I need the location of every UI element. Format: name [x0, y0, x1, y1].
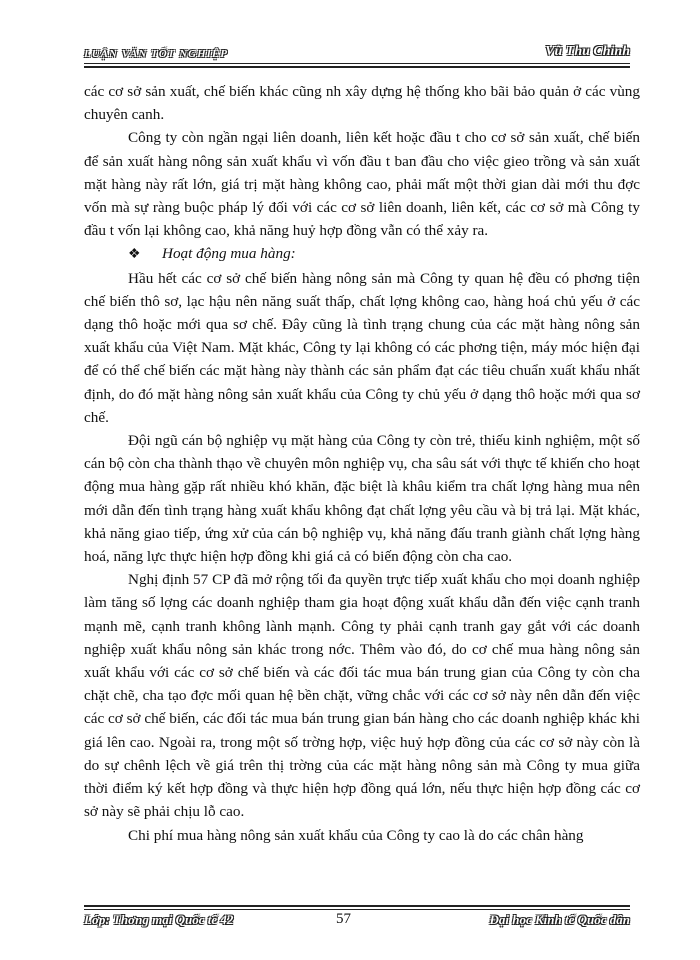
header-thesis-label: LUẬN VĂN TỐT NGHIỆP [84, 48, 228, 60]
footer-university-label: Đại học Kinh tế Quốc dân [489, 912, 630, 927]
paragraph-2: Công ty còn ngần ngại liên doanh, liên kết hoặc đầu t cho cơ sở sản xuất, chế biến để sản xuất hàng nông sản xuất khẩu vì vốn đầu t ban đầu cho việc gieo trồng và sản xuất mặt hàng này rất lớn, giá trị mặt hàng không cao, phải mất một thời gian dài mới thu đợc vốn mà sự ràng buộc pháp lý đối với các cơ sở liên doanh, liên kết, các cơ sở mà Công ty đầu t vốn lại không cao, khả năng huỷ hợp đồng vẫn có thể xảy ra. [84, 129, 640, 240]
header-author-name: Vũ Thu Chinh [545, 44, 630, 59]
document-body [84, 80, 640, 847]
paragraph-5: Nghị định 57 CP đã mở rộng tối đa quyền trực tiếp xuất khẩu cho mọi doanh nghiệp làm tăng số lợng các doanh nghiệp tham gia hoạt động xuất khẩu dẫn đến việc cạnh tranh mạnh mẽ, cạnh tranh không lành mạnh. Công ty phải cạnh tranh gay gắt với các doanh nghiệp xuất khẩu nông sản khác trong nớc. Thêm vào đó, do cơ chế mua hàng nông sản xuất khẩu với các cơ sở chế biến và các đối tác mua bán trung gian của Công ty còn cha chặt chẽ, cha tạo đợc mối quan hệ bền chặt, vững chắc với các cơ sở này nên dẫn đến việc các cơ sở chế biến, các đối tác mua bán trung gian bán hàng cho các doanh nghiệp khác khi giá lên cao. Ngoài ra, trong một số trờng hợp, việc huỷ hợp đồng của các cơ sở này còn là do sự chênh lệch về giá trên thị trờng của các mặt hàng nông sản mà Công ty mua giữa thời điểm ký kết hợp đồng và thực hiện hợp đồng quá lớn, nếu thực hiện hợp đồng các cơ sở này sẽ phải chịu lỗ cao. [84, 571, 640, 821]
page-header [84, 42, 630, 64]
paragraph-6: Chi phí mua hàng nông sản xuất khẩu của Công ty cao là do các chân hàng [128, 826, 584, 844]
paragraph-4: Đội ngũ cán bộ nghiệp vụ mặt hàng của Công ty còn trẻ, thiếu kinh nghiệm, một số cán bộ còn cha thành thạo về chuyên môn nghiệp vụ, cha sâu sát với thực tế khiến cho hoạt động mua hàng gặp rất nhiều khó khăn, đặc biệt là khâu kiểm tra chất lợng hàng mua nên mới dẫn đến tình trạng hàng xuất khẩu không đạt chất lợng yêu cầu và bị trả lại. Mặt khác, khả năng giao tiếp, ứng xử của cán bộ nghiệp vụ, khả năng đấu tranh giành chất lợng hàng hoá, năng lực thực hiện hợp đồng khi giá cả có biến động còn cha cao. [84, 432, 640, 566]
section-heading [84, 242, 640, 266]
paragraph-3: Hầu hết các cơ sở chế biến hàng nông sản mà Công ty quan hệ đều có phơng tiện chế biến thô sơ, lạc hậu nên năng suất thấp, chất lợng không cao, hàng hoá chủ yếu ở các dạng thô hoặc mới qua sơ chế. Đây cũng là tình trạng chung của các mặt hàng nông sản xuất khẩu của Việt Nam. Mặt khác, Công ty lại không có các phơng tiện, máy móc hiện đại để có thể chế biến các mặt hàng này thành các sản phẩm đạt các tiêu chuẩn xuất khẩu nhất định, do đó mặt hàng nông sản xuất khẩu của Công ty chủ yếu ở dạng thô hoặc mới qua sơ chế. [84, 269, 640, 426]
page-footer [84, 910, 630, 930]
section-heading-text: Hoạt động mua hàng: [162, 245, 296, 263]
footer-rule-thick [84, 905, 630, 907]
page-number: 57 [336, 911, 351, 927]
header-rule-thick [84, 66, 630, 68]
footer-class-label: Lớp: Thơng mại Quốc tế 42 [84, 912, 234, 927]
diamond-bullet-icon: ❖ [128, 247, 141, 263]
paragraph-1: các cơ sở sản xuất, chế biến khác cũng nh xây dựng hệ thống kho bãi bảo quản ở các vùng chuyên canh. [84, 83, 640, 124]
header-rule-thin [84, 63, 630, 64]
